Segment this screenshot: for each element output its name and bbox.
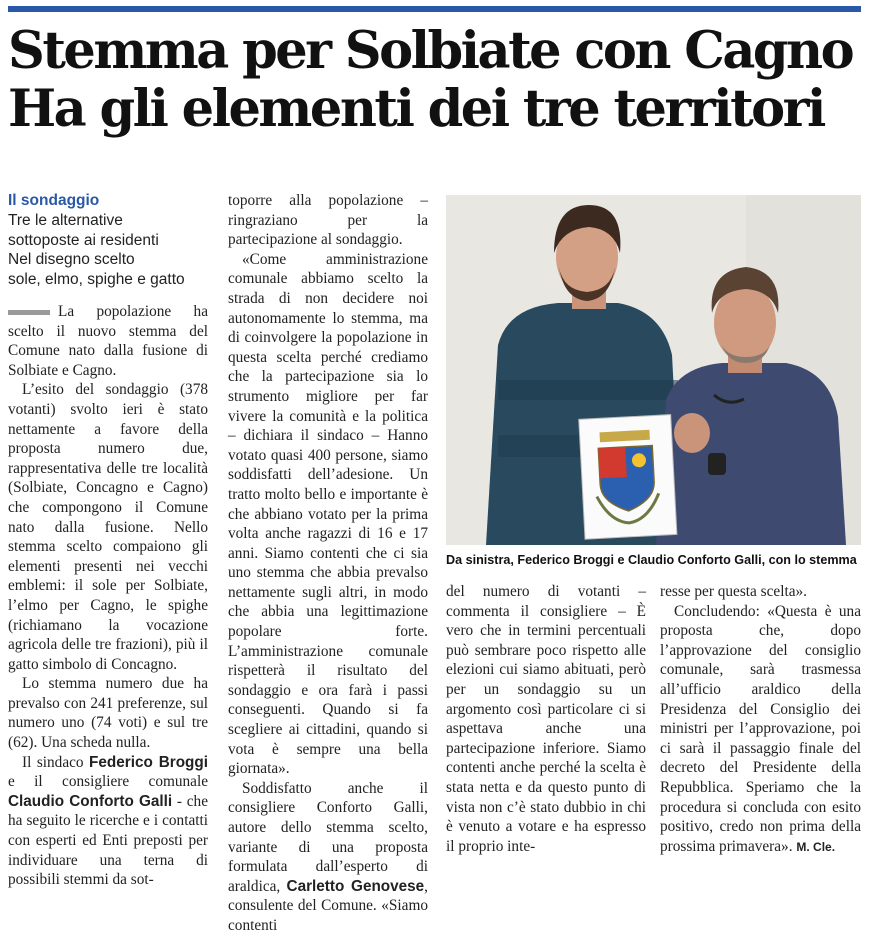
article-column-3 [446, 582, 646, 855]
summary-box [8, 191, 208, 289]
article-column-2 [228, 191, 428, 934]
paragraph: «Come amministrazione comunale abbiamo scelto la strada di non decidere noi autonomamente lo stemma, ma di coinvolgere la popolazione in questa scelta perché crediamo che la partecipazione sia lo strumento migliore per far vivere la comunità e la politica – dichiara il sindaco – Hanno votato quasi 400 persone, siamo soddisfatti dell’adesione. Un tratto molto bello e importante è che abbiano votato per la prima volta anche ragazzi di 16 e 17 anni. Siamo contenti che ci sia uno stemma che abbia prevalso nettamente sugli altri, in modo che abbia una legittimazione popolare forte. L’amministrazione comunale rispetterà il risultato del sondaggio e ora farà i passi conseguenti. Quando si fa scegliere ai cittadini, quando si vota è sempre una bella giornata». [228, 250, 428, 778]
article-column-4 [660, 582, 861, 855]
summary-line: Nel disegno scelto [8, 251, 135, 268]
summary-line: Tre le alternative [8, 212, 123, 229]
photo-illustration [446, 195, 861, 545]
person-name: Federico Broggi [89, 753, 208, 771]
summary-kicker: Il sondaggio [8, 192, 100, 209]
summary-line: sole, elmo, spighe e gatto [8, 270, 185, 288]
photo-caption: Da sinistra, Federico Broggi e Claudio Conforto Galli, con lo stemma [446, 553, 857, 567]
article-column-1 [8, 191, 208, 889]
headline [8, 22, 864, 138]
paragraph: Il sindaco Federico Broggi e il consigliere comunale Claudio Conforto Galli - che ha seguito le ricerche e i contatti con esperti ed Enti preposti per individuare una terna di possibili stemmi da sot- [8, 753, 208, 889]
paragraph: La popolazione ha scelto il nuovo stemma del Comune nato dalla fusione di Solbiate e Cagno. [8, 303, 208, 379]
article-photo [446, 195, 861, 545]
author-signature: M. Cle. [796, 839, 836, 854]
paragraph: Soddisfatto anche il consigliere Conforto Galli, autore dello stemma scelto, variante di una proposta formulata dall’esperto di araldica, Carletto Genovese, consulente del Comune. «Siamo contenti [228, 779, 428, 934]
paragraph: Concludendo: «Questa è una proposta che, dopo l’approvazione del consiglio comunale, sarà trasmessa all’ufficio araldico della Presidenza del Consiglio dei ministri per l’approvazione, poi ci sarà il passaggio finale del decreto del Presidente della Repubblica. Speriamo che la procedura si concluda con esito positivo, credo non prima della prossima primavera». M. Cle. [660, 602, 861, 855]
paragraph: Lo stemma numero due ha prevalso con 241 preferenze, sul numero uno (74 voti) e sul tre (62). Una scheda nulla. [8, 675, 208, 752]
headline-line-1: Stemma per Solbiate con Cagno [8, 21, 853, 81]
paragraph: del numero di votanti – commenta il consigliere – È vero che in termini percentuali può sembrare poco rispetto alle elezioni cui siamo abituati, però per un sondaggio su un argomento così particolare ci si aspettava anche una partecipazione inferiore. Siamo contenti anche perché la scelta è stata netta e da questo punto di vista non c’è stato dubbio in chi è venuto a votare e ha espresso il proprio inte- [446, 583, 646, 855]
lead-bar [8, 310, 50, 315]
paragraph: toporre alla popolazione – ringraziano per la partecipazione al sondaggio. [228, 192, 428, 249]
top-rule [8, 6, 861, 12]
summary-line: sottoposte ai residenti [8, 231, 159, 249]
person-name: Carletto Genovese [286, 877, 425, 895]
headline-line-2: Ha gli elementi dei tre territori [8, 79, 824, 139]
person-name: Claudio Conforto Galli [8, 792, 173, 810]
paragraph: L’esito del sondaggio (378 votanti) svolto ieri è stato nettamente a favore della proposta numero due, rappresentativa delle tre località (Solbiate, Concagno e Cagno) che compongono il Comune nato dalla fusione. Nello stemma scelto compaiono gli elementi presenti nei vecchi emblemi: il sole per Solbiate, l’elmo per Cagno, le spighe (richiamano la vocazione agricola delle tre frazioni), più il gatto simbolo di Concagno. [8, 381, 208, 673]
paragraph: resse per questa scelta». [660, 583, 807, 600]
